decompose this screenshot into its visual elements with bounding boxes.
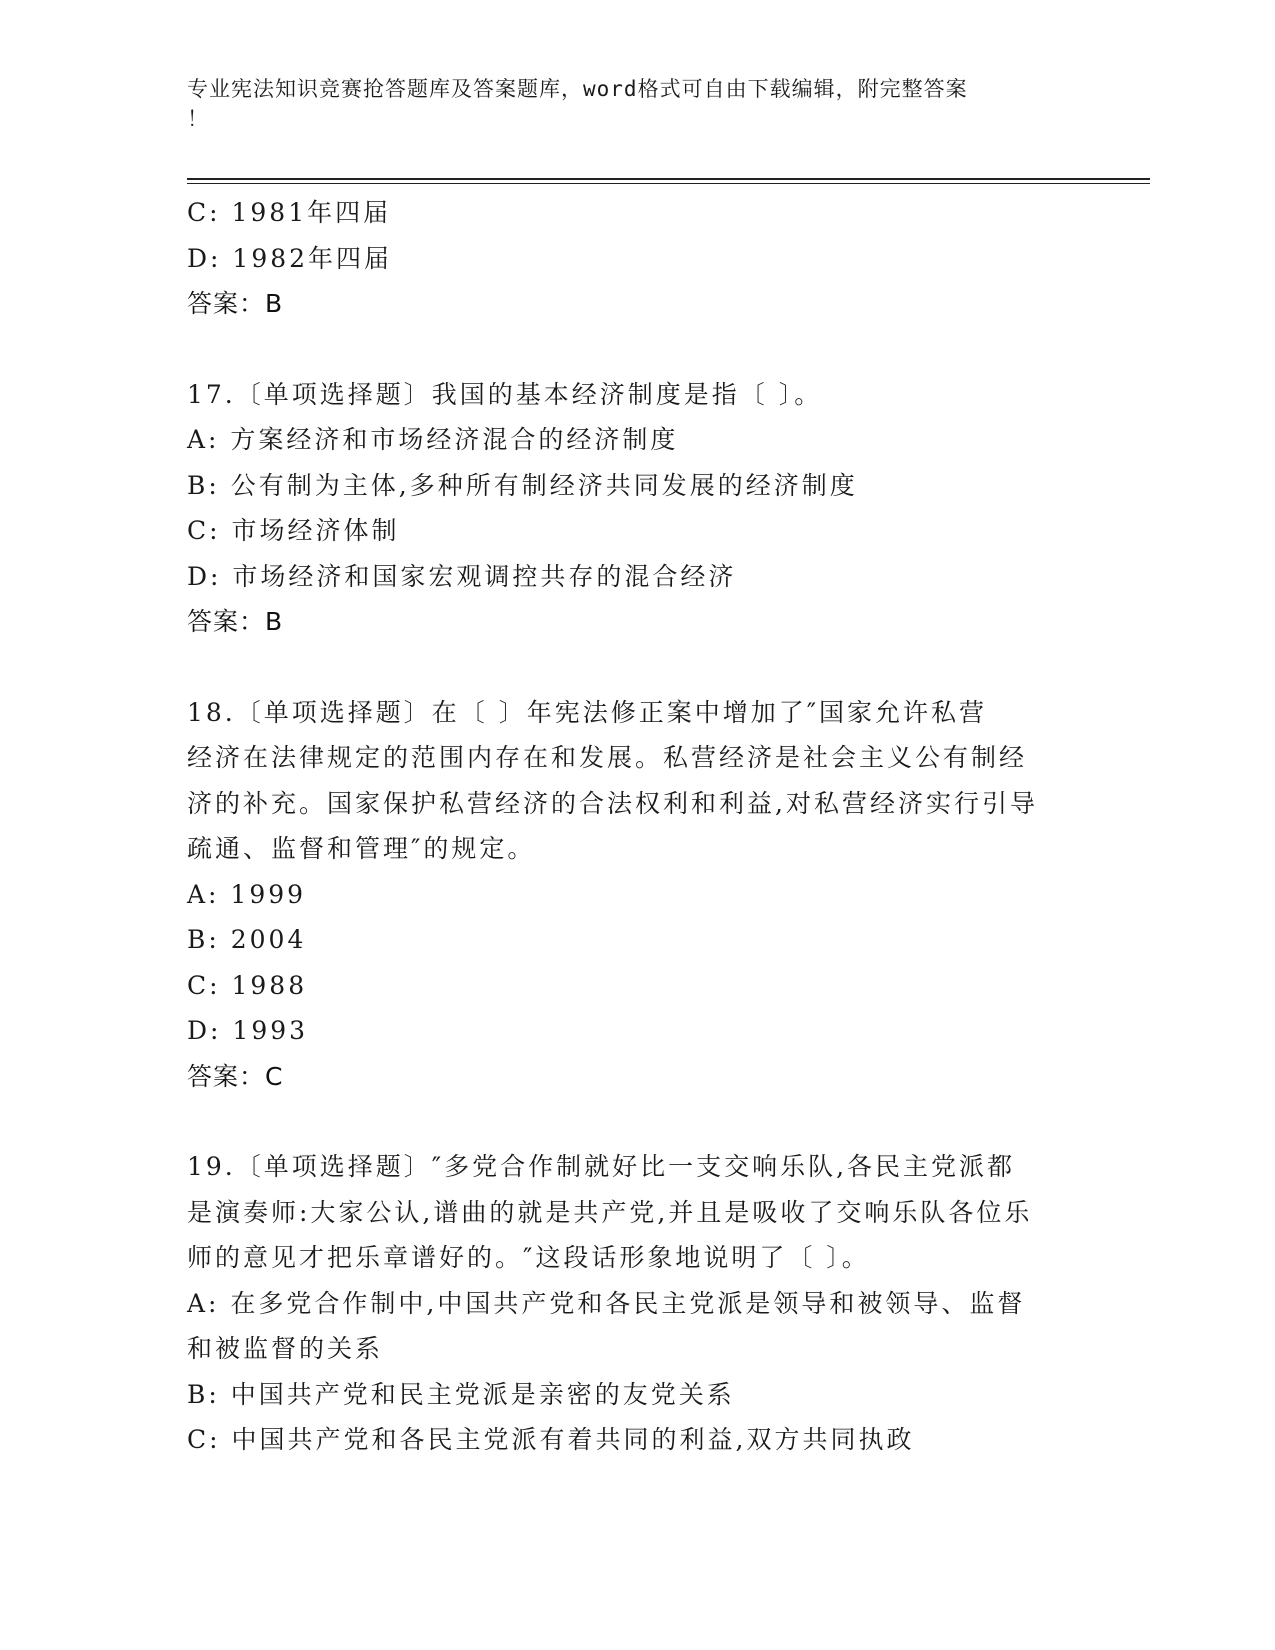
page-header <box>187 74 1067 134</box>
question-17 <box>187 372 1087 645</box>
header-divider-thick <box>187 178 1150 180</box>
question-stem-line-1: 19.〔单项选择题〕″多党合作制就好比一支交响乐队,各民主党派都 <box>187 1152 1016 1181</box>
answer-line: 答案：B <box>187 607 284 636</box>
option-c: C: 1981年四届 <box>187 198 392 227</box>
option-d: D: 1982年四届 <box>187 243 393 273</box>
header-title: 专业宪法知识竞赛抢答题库及答案题库，word格式可自由下载编辑，附完整答案 <box>187 77 968 101</box>
header-title-continuation: ！ <box>187 107 209 131</box>
spacer <box>187 327 1087 372</box>
question-stem-line-2: 经济在法律规定的范围内存在和发展。私营经济是社会主义公有制经 <box>187 743 1028 772</box>
question-stem-line-3: 济的补充。国家保护私营经济的合法权利和利益,对私营经济实行引导 <box>187 788 1038 818</box>
question-stem-line-4: 疏通、监督和管理″的规定。 <box>187 834 536 863</box>
option-a: A: 方案经济和市场经济混合的经济制度 <box>187 425 679 454</box>
option-d: D: 市场经济和国家宏观调控共存的混合经济 <box>187 561 737 591</box>
option-a-line-1: A: 在多党合作制中,中国共产党和各民主党派是领导和被领导、监督 <box>187 1288 1026 1318</box>
option-a-line-2: 和被监督的关系 <box>187 1334 384 1363</box>
spacer <box>187 645 1087 690</box>
question-list <box>187 190 1087 1463</box>
option-c: C: 中国共产党和各民主党派有着共同的利益,双方共同执政 <box>187 1425 915 1454</box>
question-19 <box>187 1144 1087 1463</box>
spacer <box>187 1099 1087 1144</box>
option-b: B: 公有制为主体,多种所有制经济共同发展的经济制度 <box>187 470 858 500</box>
question-stem: 17.〔单项选择题〕我国的基本经济制度是指〔 〕。 <box>187 379 823 409</box>
option-c: C: 市场经济体制 <box>187 516 400 545</box>
option-d: D: 1993 <box>187 1016 309 1045</box>
option-b: B: 中国共产党和民主党派是亲密的友党关系 <box>187 1379 735 1409</box>
answer-line: 答案：B <box>187 289 284 318</box>
prev-question-tail <box>187 190 1087 327</box>
answer-line: 答案：C <box>187 1061 284 1091</box>
option-c: C: 1988 <box>187 970 308 1000</box>
option-b: B: 2004 <box>187 925 307 954</box>
option-a: A: 1999 <box>187 879 307 909</box>
header-divider-thin <box>187 183 1150 184</box>
question-stem-line-3: 师的意见才把乐章谱好的。″这段话形象地说明了〔 〕。 <box>187 1243 870 1272</box>
question-18 <box>187 690 1087 1100</box>
question-stem-line-1: 18.〔单项选择题〕在〔 〕年宪法修正案中增加了″国家允许私营 <box>187 697 988 727</box>
question-stem-line-2: 是演奏师:大家公认,谱曲的就是共产党,并且是吸收了交响乐队各位乐 <box>187 1197 1033 1227</box>
